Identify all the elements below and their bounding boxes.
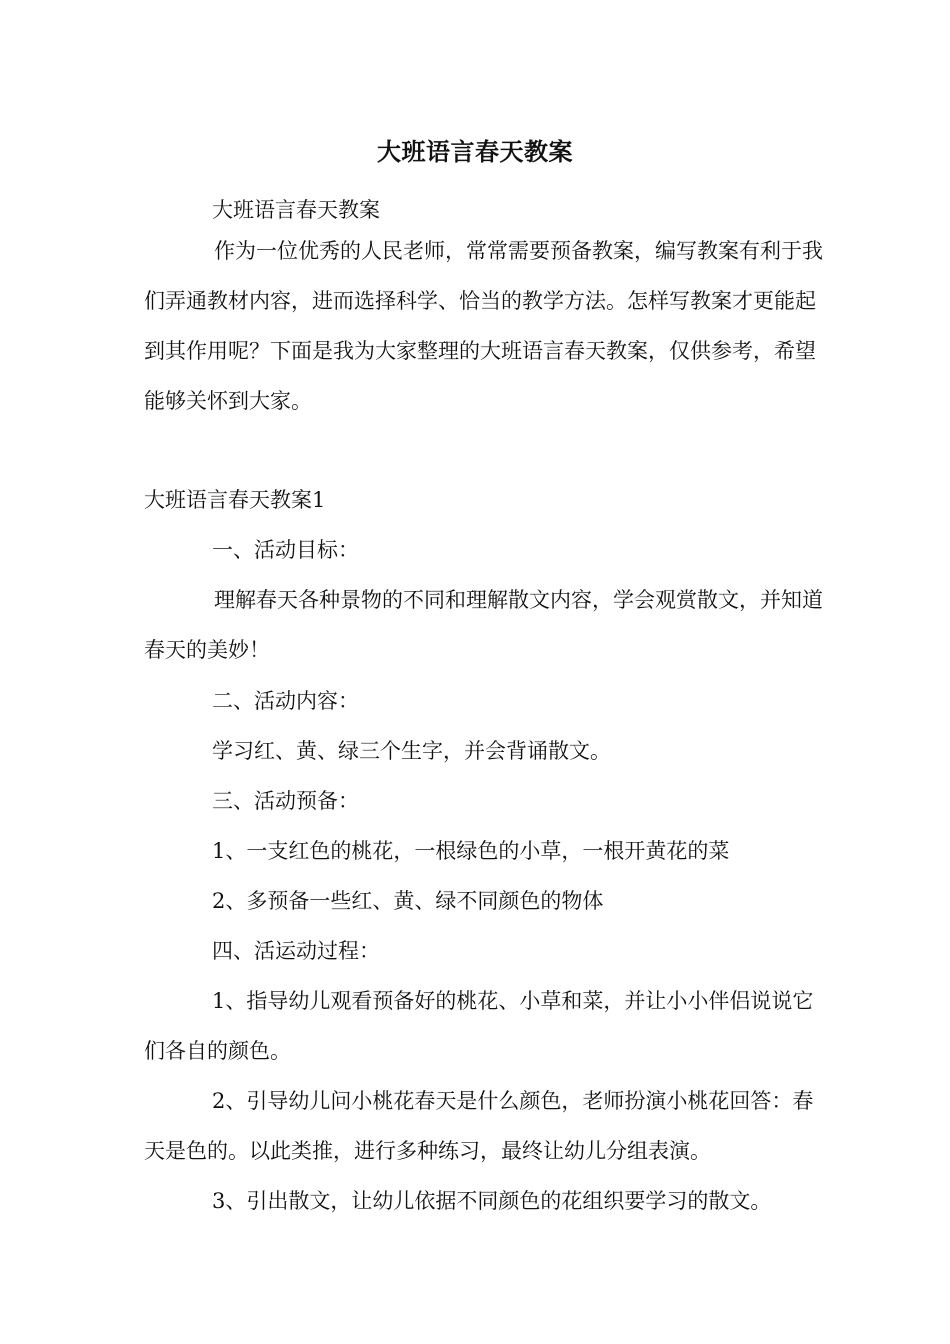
content-heading: 二、活动内容： bbox=[212, 689, 359, 713]
goal-heading: 一、活动目标： bbox=[212, 538, 359, 562]
process-item-3: 3、引出散文，让幼儿依据不同颜色的花组织要学习的散文。 bbox=[212, 1189, 772, 1213]
section-heading: 大班语言春天教案1 bbox=[144, 488, 326, 512]
prep-item-2: 2、多预备一些红、黄、绿不同颜色的物体 bbox=[212, 889, 604, 913]
prep-item-1: 1、一支红色的桃花，一根绿色的小草，一根开黄花的菜 bbox=[212, 839, 730, 863]
document-title: 大班语言春天教案 bbox=[377, 137, 573, 166]
process-item-2: 2、引导幼儿问小桃花春天是什么颜色，老师扮演小桃花回答：春天是色的。以此类推，进行多种练习，最终让幼儿分组表演。 bbox=[144, 1089, 814, 1163]
prep-heading: 三、活动预备： bbox=[212, 789, 359, 813]
process-heading: 四、活运动过程： bbox=[212, 939, 380, 963]
content-text: 学习红、黄、绿三个生字，并会背诵散文。 bbox=[212, 739, 611, 763]
document-subtitle: 大班语言春天教案 bbox=[212, 198, 380, 222]
goal-text: 理解春天各种景物的不同和理解散文内容，学会观赏散文，并知道春天的美妙！ bbox=[144, 588, 823, 662]
intro-paragraph: 作为一位优秀的人民老师，常常需要预备教案，编写教案有利于我们弄通教材内容，进而选择科学、恰当的教学方法。怎样写教案才更能起到其作用呢？下面是我为大家整理的大班语言春天教案，仅供参考，希望能够关怀到大家。 bbox=[144, 239, 823, 413]
process-item-1: 1、指导幼儿观看预备好的桃花、小草和菜，并让小小伴侣说说它们各自的颜色。 bbox=[144, 989, 814, 1063]
